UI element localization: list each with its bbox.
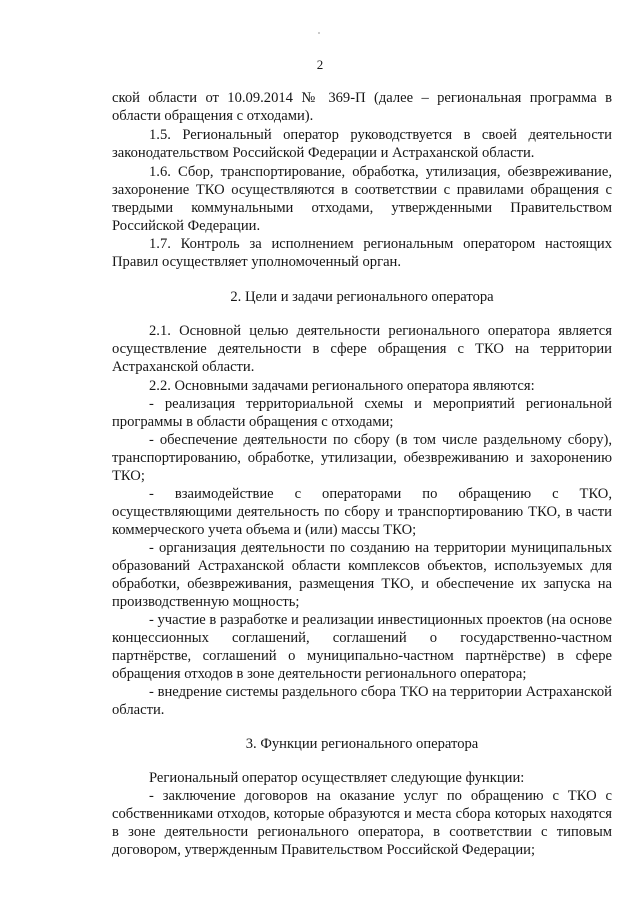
section-3-heading: 3. Функции регионального оператора: [245, 736, 479, 752]
list-item-interaction: - взаимодействие с операторами по обращению с ТКО, осуществляющими деятельность по сбору и транспортированию ТКО, в части коммерческого учета объема и (или) массы ТКО;: [112, 486, 612, 538]
paragraph-2-2: 2.2. Основными задачами регионального оператора являются:: [149, 378, 535, 394]
paragraph-functions-intro: Региональный оператор осуществляет следующие функции:: [149, 770, 525, 786]
list-item-complexes: - организация деятельности по созданию на территории муниципальных образований Астраханской области комплексов объектов, используемых для обработки, обезвреживания, размещения ТКО, и обеспечение их запуска на производственную мощность;: [112, 540, 612, 610]
paragraph-1-7: 1.7. Контроль за исполнением региональным оператором настоящих Правил осуществляет уполномоченный орган.: [112, 236, 612, 270]
scan-speck: [318, 32, 320, 34]
list-item-collection: - обеспечение деятельности по сбору (в том числе раздельному сбору), транспортированию, обработке, утилизации, обезвреживанию и захоронению ТКО;: [112, 432, 612, 484]
list-item-investment: - участие в разработке и реализации инвестиционных проектов (на основе концессионных соглашений, соглашений о государственно-частном партнёрстве, соглашений о муниципально-частном партнёрстве) в сфере обращения отходов в зоне деятельности регионального оператора;: [112, 612, 612, 682]
paragraph-1-5: 1.5. Региональный оператор руководствуется в своей деятельности законодательством Российской Федерации и Астраханской области.: [112, 127, 612, 161]
paragraph-2-1: 2.1. Основной целью деятельности регионального оператора является осуществление деятельности в сфере обращения с ТКО на территории Астраханской области.: [112, 323, 612, 375]
list-item-separate-collection: - внедрение системы раздельного сбора ТКО на территории Астраханской области.: [112, 684, 612, 718]
list-item-contracts: - заключение договоров на оказание услуг по обращению с ТКО с собственниками отходов, которые образуются и места сбора которых находятся в зоне деятельности регионального оператора, в соответствии с типовым договором, утвержденным Правительством Российской Федерации;: [112, 788, 612, 858]
page-number: 2: [316, 57, 324, 72]
paragraph-program-ref: ской области от 10.09.2014 № 369-П (далее – региональная программа в области обращения с отходами).: [112, 90, 612, 124]
section-2-heading: 2. Цели и задачи регионального оператора: [230, 289, 494, 305]
paragraph-1-6: 1.6. Сбор, транспортирование, обработка, утилизация, обезвреживание, захоронение ТКО осуществляются в соответствии с правилами обращения с твердыми коммунальными отходами, утвержденными Правительством Российской Федерации.: [112, 164, 612, 234]
list-item-scheme: - реализация территориальной схемы и мероприятий региональной программы в области обращения с отходами;: [112, 396, 612, 430]
